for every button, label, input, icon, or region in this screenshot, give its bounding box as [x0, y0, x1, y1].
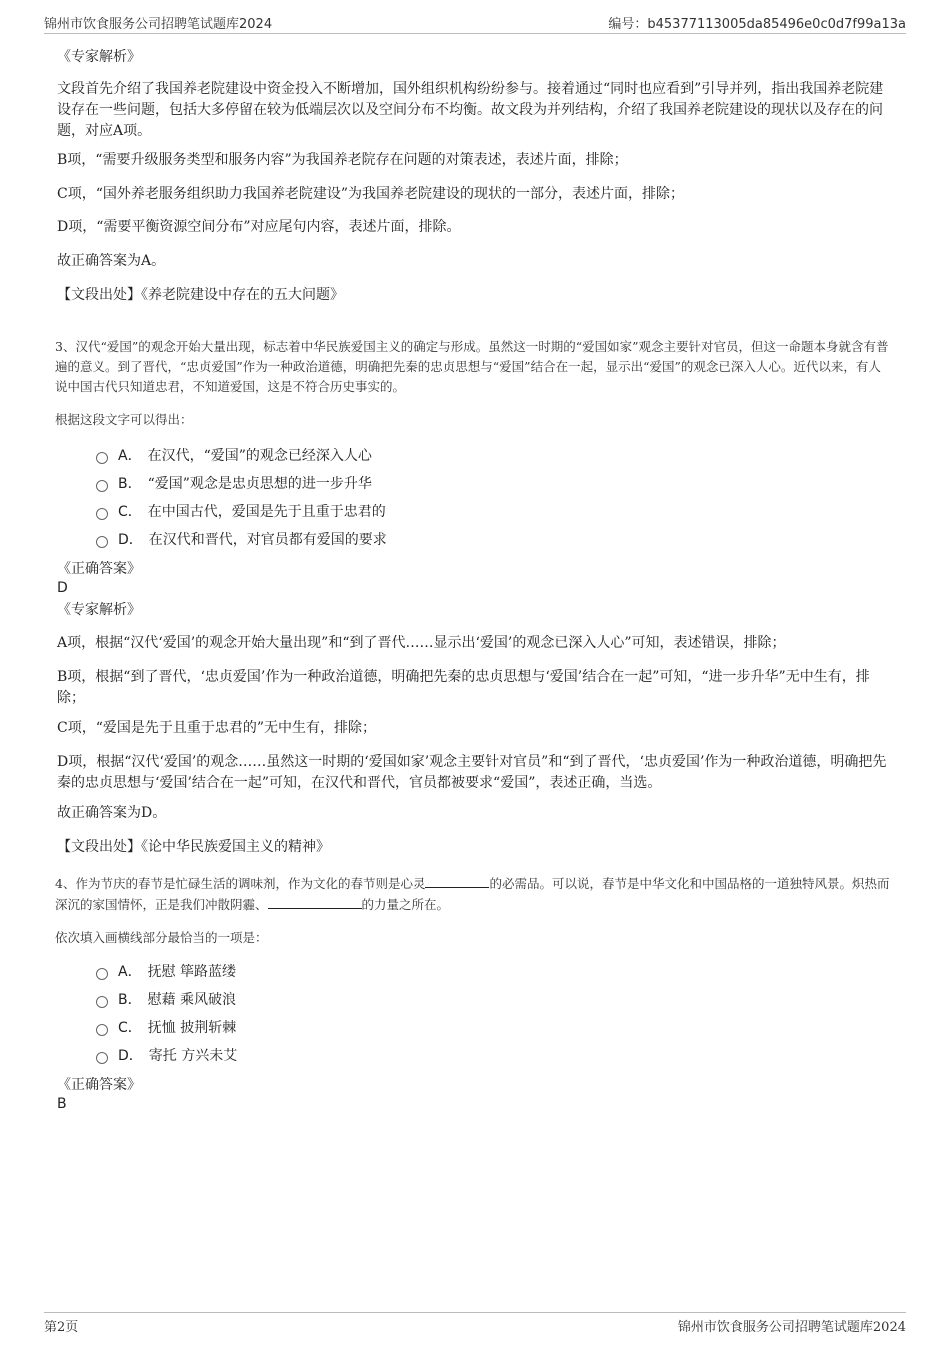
expert-analysis-label: 《专家解析》	[57, 602, 141, 618]
q4-option-a[interactable]	[96, 962, 236, 982]
radio-button-icon[interactable]	[96, 480, 108, 492]
q3-option-b[interactable]	[96, 474, 372, 494]
q3-stem	[55, 337, 890, 397]
question-stem: 3、汉代“爱国”的观念开始大量出现，标志着中华民族爱国主义的确定与形成。虽然这一时期的“爱国如家”观念主要针对官员，但这一命题本身就含有普遍的意义。到了晋代，“忠贞爱国”作为一种政治道德，明确把先秦的忠贞思想与“爱国”结合在一起，显示出“爱国”的观念已深入人心。近代以来，有人说中国古代只知道忠君，不知道爱国，这是不符合历史事实的。	[55, 339, 889, 394]
radio-button-icon[interactable]	[96, 968, 108, 980]
q3-conclusion	[57, 803, 890, 824]
analysis-option-d: D项，根据“汉代‘爱国’的观念……虽然这一时期的‘爱国如家’观念主要针对官员”和“到了晋代，‘忠贞爱国’作为一种政治道德，明确把先秦的忠贞思想与‘爱国’结合在一起”可知，在汉代和晋代，官员都被要求“爱国”，表述正确，当选。	[57, 754, 887, 791]
option-letter: B．	[118, 992, 142, 1008]
q2-analysis-b	[57, 150, 890, 171]
option-letter: D．	[118, 1048, 143, 1064]
option-letter: A．	[118, 448, 142, 464]
fill-blank-2	[268, 894, 362, 909]
q4-option-b[interactable]	[96, 990, 236, 1010]
page-footer	[44, 1312, 906, 1335]
q2-analysis-label-block	[57, 47, 890, 67]
option-text: 慰藉 乘风破浪	[147, 992, 237, 1008]
correct-answer-label: 《正确答案》	[57, 561, 141, 577]
analysis-option-a: A项，根据“汉代‘爱国’的观念开始大量出现”和“到了晋代……显示出‘爱国’的观念已深入人心”可知，表述错误，排除；	[57, 635, 786, 651]
q3-analysis-a	[57, 633, 890, 654]
option-text: 在中国古代，爱国是先于且重于忠君的	[147, 504, 386, 520]
option-text: 在汉代和晋代，对官员都有爱国的要求	[148, 532, 387, 548]
option-letter: A．	[118, 964, 142, 980]
q3-option-d[interactable]	[96, 530, 387, 550]
source-title: 《论中华民族爱国主义的精神》	[141, 839, 330, 855]
expert-analysis-label: 《专家解析》	[57, 49, 141, 65]
fill-blank-1	[425, 873, 489, 888]
q2-source	[57, 285, 890, 306]
radio-button-icon[interactable]	[96, 1052, 108, 1064]
q3-option-a[interactable]	[96, 446, 372, 466]
analysis-conclusion: 故正确答案为A。	[57, 253, 166, 269]
source-tag: 【文段出处】	[57, 839, 141, 855]
option-text: “爱国”观念是忠贞思想的进一步升华	[147, 476, 372, 492]
correct-answer-label: 《正确答案》	[57, 1077, 141, 1093]
radio-button-icon[interactable]	[96, 996, 108, 1008]
question-prompt: 根据这段文字可以得出：	[55, 412, 193, 427]
option-letter: B．	[118, 476, 142, 492]
correct-answer: D	[57, 580, 68, 596]
analysis-option-c: C项，“爱国是先于且重于忠君的”无中生有，排除；	[57, 720, 377, 736]
analysis-paragraph: 文段首先介绍了我国养老院建设中资金投入不断增加，国外组织机构纷纷参与。接着通过“同时也应看到”引导并列，指出我国养老院建设存在一些问题，包括大多停留在较为低端层次以及空间分布不均衡。故文段为并列结构，介绍了我国养老院建设的现状以及存在的问题，对应A项。	[57, 81, 884, 139]
page-number: 第2页	[44, 1320, 79, 1335]
option-letter: C．	[118, 1020, 142, 1036]
q2-analysis-c	[57, 184, 890, 205]
q3-analysis-c	[57, 718, 890, 739]
q2-conclusion	[57, 251, 890, 272]
radio-button-icon[interactable]	[96, 508, 108, 520]
header-doc-id: 编号：b45377113005da85496e0c0d7f99a13a	[608, 17, 906, 32]
option-text: 抚慰 筚路蓝缕	[147, 964, 237, 980]
option-text: 在汉代，“爱国”的观念已经深入人心	[147, 448, 372, 464]
option-letter: C．	[118, 504, 142, 520]
correct-answer: B	[57, 1096, 67, 1112]
option-letter: D．	[118, 532, 143, 548]
footer-title: 锦州市饮食服务公司招聘笔试题库2024	[677, 1320, 906, 1335]
header-title: 锦州市饮食服务公司招聘笔试题库2024	[44, 17, 273, 32]
q4-stem	[55, 873, 890, 915]
radio-button-icon[interactable]	[96, 536, 108, 548]
page-header	[44, 13, 906, 34]
source-title: 《养老院建设中存在的五大问题》	[141, 287, 344, 303]
analysis-option-b: B项，“需要升级服务类型和服务内容”为我国养老院存在问题的对策表述，表述片面，排除；	[57, 152, 628, 168]
q3-answer-block	[57, 559, 890, 597]
q4-option-d[interactable]	[96, 1046, 237, 1066]
analysis-option-d: D项，“需要平衡资源空间分布”对应尾句内容，表述片面，排除。	[57, 219, 461, 235]
q2-analysis-d	[57, 217, 890, 238]
q3-analysis-d	[57, 752, 890, 794]
q2-analysis-para1	[57, 79, 890, 142]
analysis-option-c: C项，“国外养老服务组织助力我国养老院建设”为我国养老院建设的现状的一部分，表述片面，排除；	[57, 186, 685, 202]
q3-prompt	[55, 410, 890, 430]
analysis-option-b: B项，根据“到了晋代，‘忠贞爱国’作为一种政治道德，明确把先秦的忠贞思想与‘爱国’结合在一起”可知，“进一步升华”无中生有，排除；	[57, 669, 870, 706]
q3-analysis-b	[57, 667, 890, 709]
q3-source	[57, 837, 890, 858]
analysis-conclusion: 故正确答案为D。	[57, 805, 167, 821]
q4-answer-block	[57, 1075, 890, 1113]
question-stem: 4、作为节庆的春节是忙碌生活的调味剂，作为文化的春节则是心灵 的必需品。可以说，春节是中华文化和中国品格的一道独特风景。炽热而深沉的家国情怀，正是我们冲散阴霾、 的力量之所在。	[55, 873, 890, 915]
source-tag: 【文段出处】	[57, 287, 141, 303]
option-text: 抚恤 披荆斩棘	[147, 1020, 237, 1036]
q3-analysis-label-block	[57, 600, 890, 620]
q4-prompt	[55, 928, 890, 948]
q4-option-c[interactable]	[96, 1018, 236, 1038]
radio-button-icon[interactable]	[96, 1024, 108, 1036]
option-text: 寄托 方兴未艾	[148, 1048, 238, 1064]
question-prompt: 依次填入画横线部分最恰当的一项是：	[55, 930, 268, 945]
q3-option-c[interactable]	[96, 502, 386, 522]
radio-button-icon[interactable]	[96, 452, 108, 464]
